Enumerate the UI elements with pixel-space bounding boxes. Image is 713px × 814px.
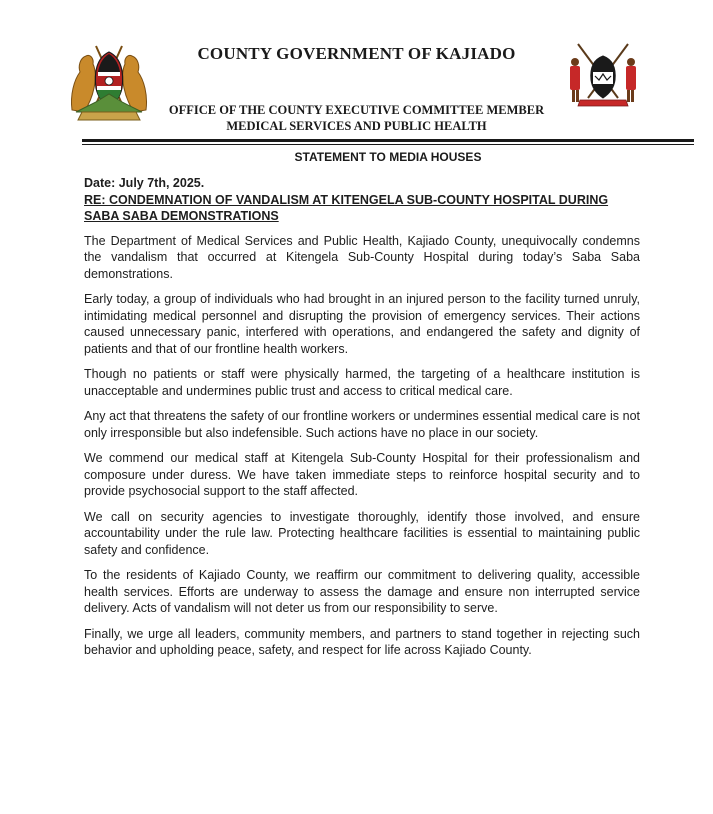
office-line-1: OFFICE OF THE COUNTY EXECUTIVE COMMITTEE MEMBER	[168, 103, 545, 117]
paragraph-2: Early today, a group of individuals who had brought in an injured person to the facility turned unruly, intimidating medical personnel and disrupting the provision of emergency services. Their actions caused unnecessary panic, interfered with operations, and endangered the safety and dignity of patients and that of our frontline health workers.	[84, 292, 640, 356]
county-title: COUNTY GOVERNMENT OF KAJIADO	[197, 44, 516, 63]
statement-date: Date: July 7th, 2025.	[84, 176, 205, 190]
paragraph-4: Any act that threatens the safety of our frontline workers or undermines essential medical care is not only irresponsible but also indefensible. Such actions have no place in our society.	[84, 409, 640, 440]
header-rule-thin	[82, 144, 694, 145]
office-heading	[130, 102, 583, 134]
paragraph-5: We commend our medical staff at Kitengela Sub-County Hospital for their professionalism and composure under duress. We have taken immediate steps to reinforce hospital security and to provide psychosocial support to the staff affected.	[84, 451, 640, 498]
office-line-2: MEDICAL SERVICES AND PUBLIC HEALTH	[226, 119, 487, 133]
statement-title: STATEMENT TO MEDIA HOUSES	[294, 150, 482, 164]
statement-subject: RE: CONDEMNATION OF VANDALISM AT KITENGELA SUB-COUNTY HOSPITAL DURING SABA SABA DEMONSTRATIONS	[84, 192, 609, 223]
paragraph-8: Finally, we urge all leaders, community members, and partners to stand together in rejecting such behavior and upholding peace, safety, and respect for life across Kajiado County.	[84, 626, 640, 657]
header-rule	[82, 139, 694, 142]
kajiado-county-emblem-icon	[566, 40, 640, 110]
paragraph-1: The Department of Medical Services and Public Health, Kajiado County, unequivocally condemns the vandalism that occurred at Kitengela Sub-County Hospital during today’s Saba Saba demonstrations.	[84, 233, 640, 281]
paragraph-3: Though no patients or staff were physically harmed, the targeting of a healthcare institution is unacceptable and undermines public trust and access to critical medical care.	[84, 367, 640, 398]
paragraph-7: To the residents of Kajiado County, we reaffirm our commitment to delivering quality, accessible health services. Efforts are underway to assess the damage and ensure non interrupted service delivery. Acts of vandalism will not deter us from our responsibility to serve.	[84, 568, 640, 615]
statement-body	[84, 175, 640, 668]
paragraph-6: We call on security agencies to investigate thoroughly, identify those involved, and ensure accountability under the rule law. Protecting healthcare facilities is essential to maintaining public safety and confidence.	[84, 509, 640, 557]
